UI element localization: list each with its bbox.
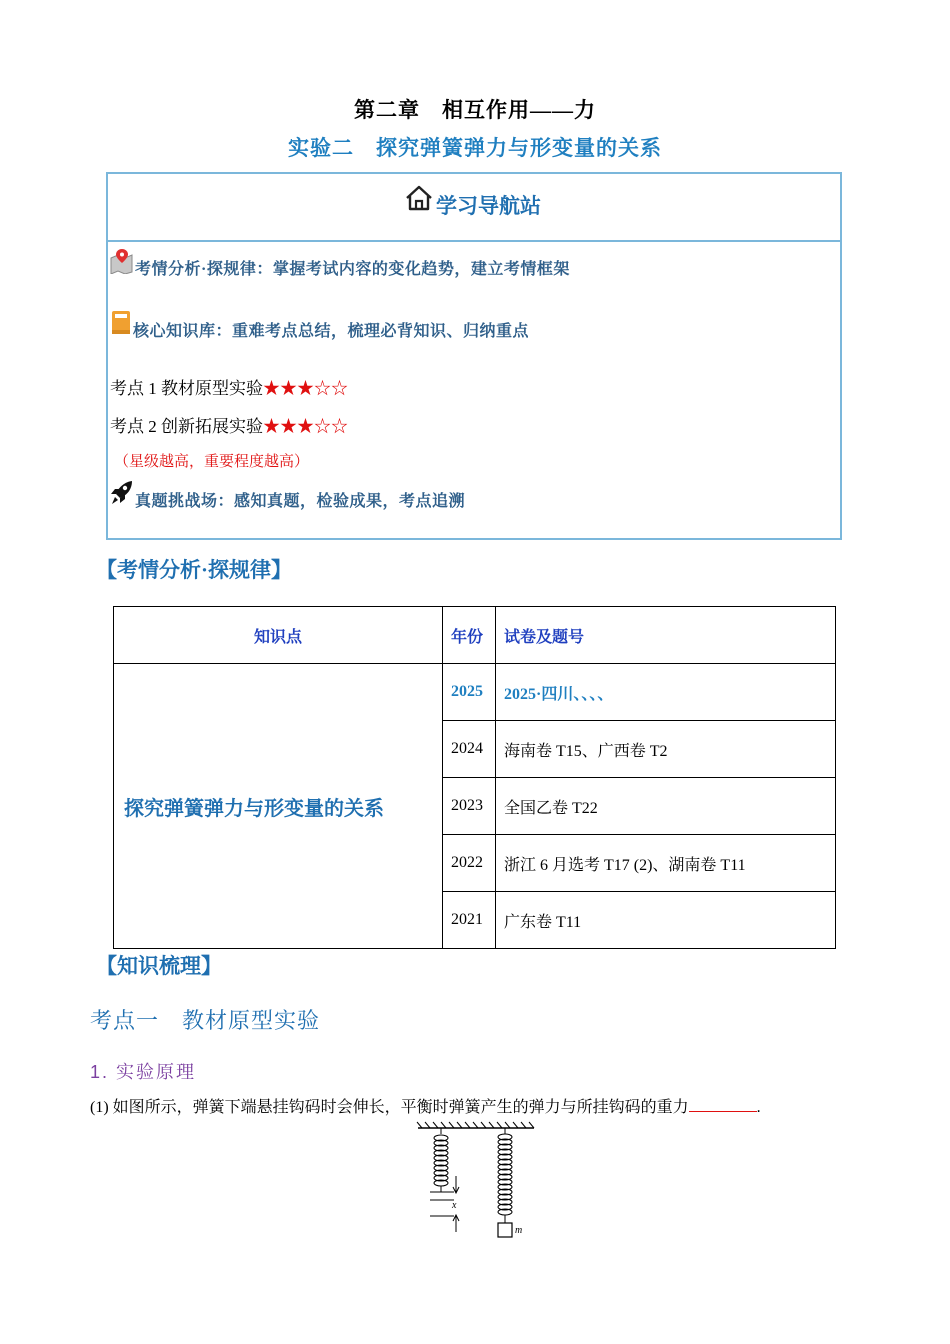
study-navigation-box [106, 172, 842, 540]
year-cell: 2022 [443, 835, 496, 892]
rocket-icon [110, 480, 134, 511]
principle-paragraph [90, 1094, 761, 1117]
papers-cell: 全国乙卷 T22 [496, 778, 836, 835]
nav-core-text: 核心知识库：重难考点总结，梳理必背知识、归纳重点 [133, 323, 530, 340]
point-one-title: 考点一 教材原型实验 [90, 1008, 321, 1033]
papers-cell: 2025·四川、、、、 [496, 664, 836, 721]
chapter-title: 第二章 相互作用——力 [354, 98, 596, 122]
nav-item-challenge [110, 480, 465, 511]
nav-header [108, 174, 840, 242]
key-point-1-stars: ★★★☆☆ [263, 379, 348, 398]
year-cell: 2023 [443, 778, 496, 835]
papers-cell: 海南卷 T15、广西卷 T2 [496, 721, 836, 778]
principle-title: 1. 实验原理 [90, 1062, 197, 1082]
year-cell: 2025 [443, 664, 496, 721]
nav-title: 学习导航站 [436, 194, 541, 218]
key-point-2-label: 考点 2 创新拓展实验 [110, 417, 263, 436]
topic-cell: 探究弹簧弹力与形变量的关系 [114, 664, 443, 949]
map-pin-icon [110, 248, 134, 279]
paragraph-end: . [756, 1099, 761, 1116]
home-icon [404, 184, 434, 217]
exam-table [113, 606, 836, 949]
paragraph-text: (1) 如图所示，弹簧下端悬挂钩码时会伸长，平衡时弹簧产生的弹力与所挂钩码的重力 [90, 1099, 689, 1116]
label-x: x [452, 1200, 457, 1211]
nav-analysis-text: 考情分析·探规律：掌握考试内容的变化趋势，建立考情框架 [135, 261, 570, 278]
section-knowledge: 【知识梳理】 [96, 954, 222, 978]
table-header-row [114, 607, 836, 664]
header-papers: 试卷及题号 [496, 607, 836, 664]
answer-blank [689, 1097, 757, 1112]
year-cell: 2024 [443, 721, 496, 778]
experiment-title: 实验二 探究弹簧弹力与形变量的关系 [288, 136, 662, 160]
star-note: （星级越高，重要程度越高） [114, 454, 310, 470]
header-year: 年份 [443, 607, 496, 664]
papers-cell: 广东卷 T11 [496, 892, 836, 949]
book-icon [110, 310, 132, 341]
key-point-1-label: 考点 1 教材原型实验 [110, 379, 263, 398]
papers-cell: 浙江 6 月选考 T17 (2)、湖南卷 T11 [496, 835, 836, 892]
nav-item-analysis [110, 248, 570, 279]
key-point-2-stars: ★★★☆☆ [263, 417, 348, 436]
nav-challenge-text: 真题挑战场：感知真题，检验成果，考点追溯 [135, 493, 466, 510]
key-point-1 [110, 374, 348, 399]
nav-item-core [110, 310, 529, 341]
year-cell: 2021 [443, 892, 496, 949]
header-knowledge: 知识点 [114, 607, 443, 664]
spring-diagram [414, 1118, 538, 1242]
table-row [114, 664, 836, 721]
label-m: m [515, 1225, 523, 1236]
section-exam-analysis: 【考情分析·探规律】 [96, 558, 293, 582]
spring-figure [414, 1118, 538, 1247]
key-point-2 [110, 412, 348, 437]
